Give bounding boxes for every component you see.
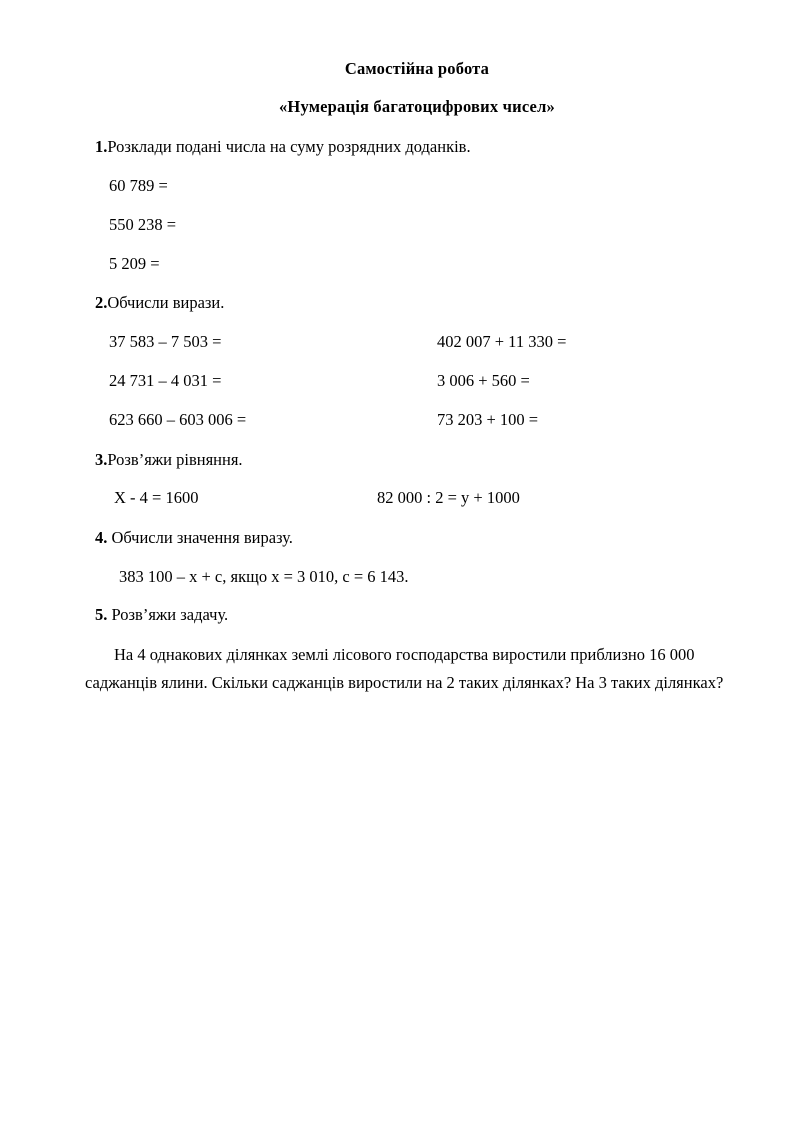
task-2-left-expression: 37 583 – 7 503 = (109, 332, 222, 351)
task-1-number: 1. (95, 137, 108, 156)
task-1-item: 60 789 = (109, 176, 168, 195)
task-3-text: Розв’яжи рівняння. (107, 450, 243, 469)
task-1-item: 550 238 = (109, 215, 177, 234)
task-4-expression: 383 100 – х + с, якщо х = 3 010, с = 6 143. (119, 567, 409, 586)
task-3-heading (95, 450, 243, 470)
task-5-text: Розв’яжи задачу. (107, 605, 229, 624)
task-1-heading (95, 137, 471, 157)
task-5-problem-text: На 4 однакових ділянках землі лісового господарства виростили приблизно 16 000 саджанців ялини. Скільки саджанців виростили на 2 таких ділянках? На 3 таких ділянках? (85, 645, 724, 692)
task-2-text: Обчисли вирази. (107, 293, 225, 312)
task-5-heading (95, 605, 228, 625)
page-title: Самостійна робота (344, 59, 490, 78)
task-4-number: 4. (95, 528, 108, 547)
task-2-heading (95, 293, 224, 313)
task-5-number: 5. (95, 605, 108, 624)
task-1-item: 5 209 = (109, 254, 160, 273)
task-4-heading (95, 528, 293, 548)
page-subtitle: «Нумерація багатоцифрових чисел» (278, 97, 555, 116)
task-3-equation-2: 82 000 : 2 = у + 1000 (377, 488, 520, 507)
task-1-text: Розклади подані числа на суму розрядних доданків. (107, 137, 471, 156)
task-2-left-expression: 623 660 – 603 006 = (109, 410, 247, 429)
task-2-number: 2. (95, 293, 108, 312)
task-2-right-expression: 3 006 + 560 = (437, 371, 530, 390)
task-4-text: Обчисли значення виразу. (107, 528, 293, 547)
task-3-number: 3. (95, 450, 108, 469)
task-3-equation-1: Х - 4 = 1600 (114, 488, 199, 507)
task-2-right-expression: 402 007 + 11 330 = (437, 332, 567, 351)
task-2-left-expression: 24 731 – 4 031 = (109, 371, 222, 390)
task-2-right-expression: 73 203 + 100 = (437, 410, 539, 429)
